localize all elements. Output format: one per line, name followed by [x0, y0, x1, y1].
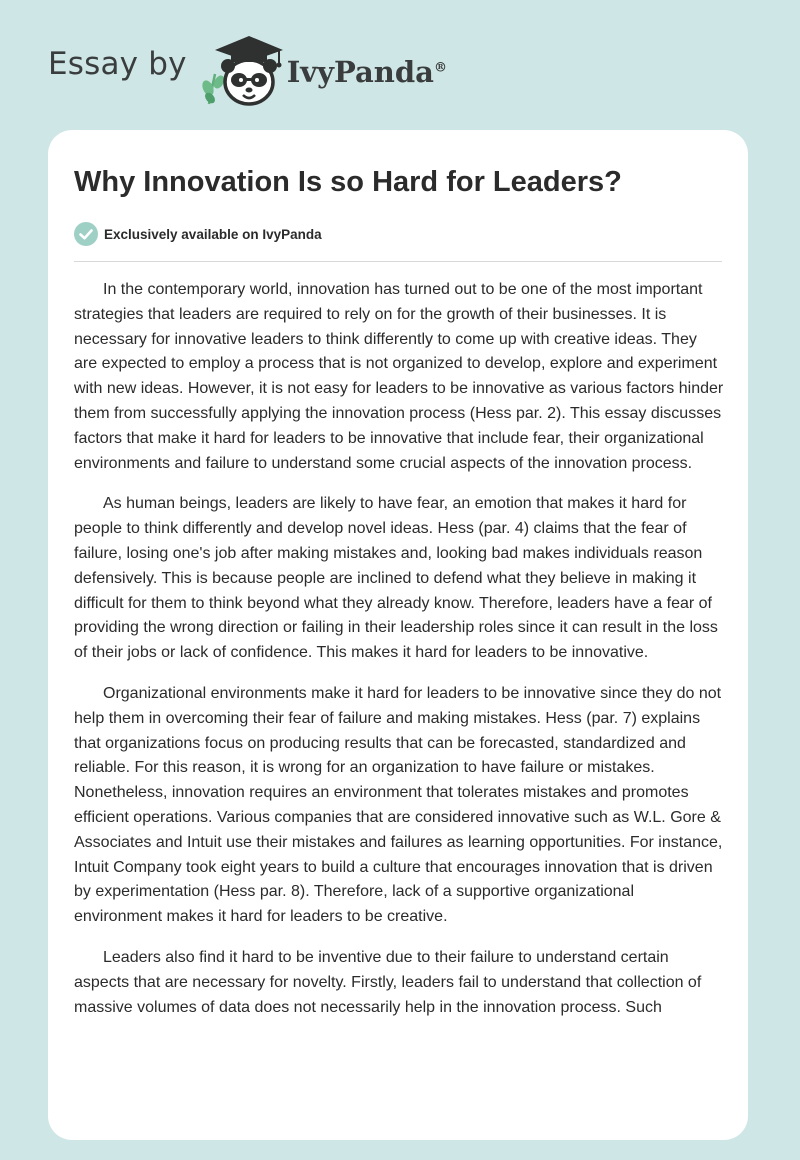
- essay-card: [48, 130, 748, 1140]
- divider: [74, 261, 722, 262]
- exclusive-badge: [74, 222, 322, 246]
- paragraph: As human beings, leaders are likely to have fear, an emotion that makes it hard for people to think differently and develop novel ideas. Hess (par. 4) claims that the fear of failure, losing one's job after making mistakes and, looking bad makes individuals reason defensively. This is because people are inclined to defend what they believe in making it difficult for them to think beyond what they already know. Therefore, leaders have a fear of providing the wrong direction or failing in their leadership roles since it can result in the loss of their jobs or lack of confidence. This makes it hard for leaders to be innovative.: [74, 495, 718, 662]
- brand-name: [287, 55, 447, 89]
- brand-name-text: IvyPanda: [286, 55, 434, 89]
- exclusive-badge-label: Exclusively available on IvyPanda: [104, 226, 322, 242]
- brand-header: [48, 30, 447, 110]
- page-title: Why Innovation Is so Hard for Leaders?: [74, 166, 622, 198]
- check-circle-icon: [74, 222, 98, 246]
- essay-body: [74, 278, 724, 1036]
- paragraph: Organizational environments make it hard for leaders to be innovative since they do not help them in overcoming their fear of failure and making mistakes. Hess (par. 7) explains that organizations focus on producing results that can be forecasted, standardized and reliable. For this reason, it is wrong for an organization to have failure or mistakes. Nonetheless, innovation requires an environment that tolerates mistakes and promotes efficient operations. Various companies that are considered innovative such as W.L. Gore & Associates and Intuit use their mistakes and failures as learning opportunities. For instance, Intuit Company took eight years to build a culture that encourages innovation that is driven by experimentation (Hess par. 8). Therefore, lack of a supportive organizational environment makes it hard for leaders to be creative.: [74, 684, 723, 926]
- paragraph: In the contemporary world, innovation has turned out to be one of the most important strategies that leaders are required to rely on for the growth of their businesses. It is necessary for innovative leaders to think differently to come up with creative ideas. They are expected to employ a process that is not organized to develop, explore and experiment with new ideas. However, it is not easy for leaders to be innovative as various factors hinder them from successfully applying the innovation process (Hess par. 2). This essay discusses factors that make it hard for leaders to be innovative that include fear, their organizational environments and failure to understand some crucial aspects of the innovation process.: [74, 281, 724, 472]
- brand-prefix: Essay by: [48, 46, 187, 82]
- panda-graduate-icon: [199, 30, 283, 110]
- paragraph: Leaders also find it hard to be inventive due to their failure to understand certain aspects that are necessary for novelty. Firstly, leaders fail to understand that collection of massive volumes of data does not necessarily help in the innovation process. Such: [74, 948, 702, 1016]
- registered-mark: ®: [433, 60, 447, 76]
